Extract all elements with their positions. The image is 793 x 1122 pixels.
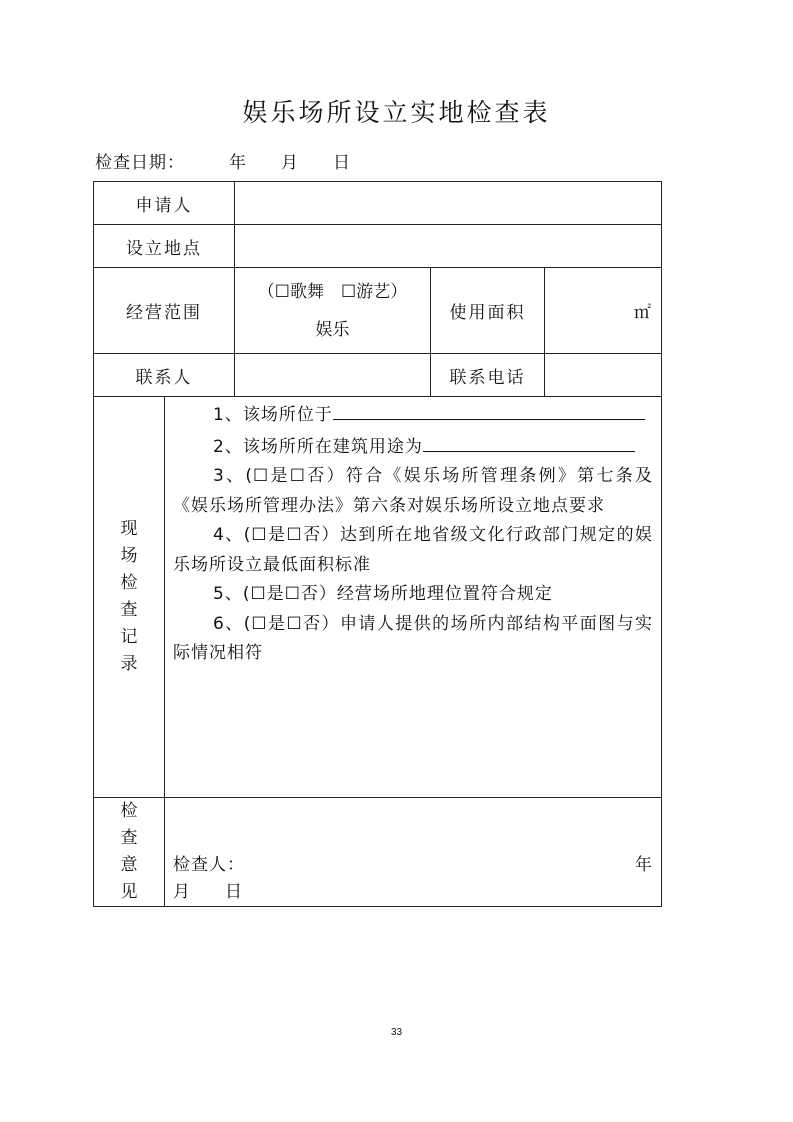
phone-label: 联系电话: [431, 354, 545, 397]
location-row: [94, 225, 662, 268]
record-label-char: 查: [120, 600, 138, 620]
scope-row: [94, 268, 662, 354]
opinion-label: [94, 798, 165, 907]
record-item-5[interactable]: 5、(☐是☐否）经营场所地理位置符合规定: [213, 584, 553, 604]
scope-suffix: 娱乐: [315, 319, 350, 340]
contact-field[interactable]: [235, 354, 431, 397]
area-label: 使用面积: [431, 268, 545, 354]
area-unit: ㎡: [634, 303, 652, 323]
applicant-field[interactable]: [235, 182, 662, 225]
record-label-char: 录: [120, 654, 138, 674]
opinion-label-char: 查: [120, 828, 138, 848]
contact-row: [94, 354, 662, 397]
inspection-table: [93, 181, 662, 907]
form-title: 娱乐场所设立实地检查表: [242, 98, 551, 127]
opinion-content[interactable]: [165, 798, 662, 907]
record-content: [165, 397, 662, 798]
opinion-month: 月: [173, 882, 191, 902]
opinion-year: 年: [635, 855, 654, 875]
page-number: 33: [390, 1027, 403, 1038]
opinion-day: 日: [225, 882, 243, 902]
location-label: 设立地点: [94, 225, 235, 268]
area-field[interactable]: [545, 268, 662, 354]
scope-field[interactable]: [235, 268, 431, 354]
record-item-2: 2、该场所所在建筑用途为: [173, 431, 653, 463]
date-day: 日: [333, 153, 351, 173]
building-use-blank[interactable]: [423, 431, 635, 452]
inspector-label: 检查人：: [173, 855, 245, 875]
record-item-1: 1、该场所位于: [173, 399, 653, 431]
opinion-label-char: 检: [120, 801, 138, 821]
scope-label: 经营范围: [94, 268, 235, 354]
record-label-char: 检: [120, 573, 138, 593]
scope-options[interactable]: （☐歌舞 ☐游艺）: [257, 281, 408, 302]
date-year: 年: [229, 153, 247, 173]
inspection-date: [95, 148, 351, 173]
record-row: [94, 397, 662, 798]
opinion-label-char: 见: [120, 882, 138, 902]
record-item-3[interactable]: 3、(☐是☐否）符合《娱乐场所管理条例》第七条及《娱乐场所管理办法》第六条对娱乐场所设立地点要求: [173, 466, 654, 516]
location-blank[interactable]: [333, 399, 645, 420]
date-label: 检查日期：: [95, 153, 185, 173]
record-label-char: 记: [120, 627, 138, 647]
opinion-row: [94, 798, 662, 907]
location-field[interactable]: [235, 225, 662, 268]
record-label: [94, 397, 165, 798]
applicant-row: [94, 182, 662, 225]
applicant-label: 申请人: [94, 182, 235, 225]
phone-field[interactable]: [545, 354, 662, 397]
opinion-label-char: 意: [120, 855, 138, 875]
date-month: 月: [281, 153, 299, 173]
record-label-char: 场: [120, 546, 138, 566]
record-item-4[interactable]: 4、(☐是☐否）达到所在地省级文化行政部门规定的娱乐场所设立最低面积标准: [173, 525, 654, 575]
record-item-6[interactable]: 6、(☐是☐否）申请人提供的场所内部结构平面图与实际情况相符: [173, 613, 654, 663]
record-label-char: 现: [120, 519, 138, 539]
contact-label: 联系人: [94, 354, 235, 397]
